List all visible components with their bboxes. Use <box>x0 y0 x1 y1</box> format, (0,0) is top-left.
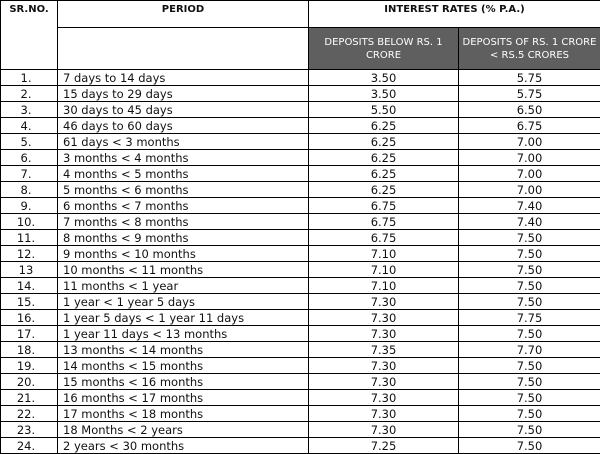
sr-cell: 15. <box>1 294 58 310</box>
period-cell: 2 years < 30 months <box>58 438 309 454</box>
rate-1cr-5cr-cell: 7.00 <box>459 150 600 166</box>
table-row <box>1 390 600 406</box>
rate-1cr-5cr-cell: 7.50 <box>459 294 600 310</box>
rate-below-1cr-cell: 7.10 <box>309 262 459 278</box>
deposits-1cr-to-5cr-header: DEPOSITS OF RS. 1 CRORE < RS.5 CRORES <box>459 28 600 70</box>
sr-cell: 8. <box>1 182 58 198</box>
period-cell: 11 months < 1 year <box>58 278 309 294</box>
period-cell: 4 months < 5 months <box>58 166 309 182</box>
period-cell: 16 months < 17 months <box>58 390 309 406</box>
rate-1cr-5cr-cell: 7.00 <box>459 166 600 182</box>
table-row <box>1 310 600 326</box>
rate-below-1cr-cell: 6.25 <box>309 182 459 198</box>
rate-below-1cr-cell: 7.35 <box>309 342 459 358</box>
sr-cell: 17. <box>1 326 58 342</box>
period-cell: 1 year 11 days < 13 months <box>58 326 309 342</box>
rate-1cr-5cr-cell: 7.50 <box>459 262 600 278</box>
period-cell: 7 months < 8 months <box>58 214 309 230</box>
rate-1cr-5cr-cell: 5.75 <box>459 86 600 102</box>
table-row <box>1 182 600 198</box>
rate-below-1cr-cell: 3.50 <box>309 86 459 102</box>
sr-cell: 1. <box>1 70 58 86</box>
rate-1cr-5cr-cell: 7.70 <box>459 342 600 358</box>
table-row <box>1 102 600 118</box>
period-cell: 17 months < 18 months <box>58 406 309 422</box>
rate-below-1cr-cell: 7.30 <box>309 406 459 422</box>
sr-cell: 19. <box>1 358 58 374</box>
sr-cell: 5. <box>1 134 58 150</box>
table-row <box>1 342 600 358</box>
rate-1cr-5cr-cell: 7.50 <box>459 406 600 422</box>
rate-1cr-5cr-cell: 7.75 <box>459 310 600 326</box>
table-row <box>1 294 600 310</box>
period-cell: 8 months < 9 months <box>58 230 309 246</box>
period-cell: 1 year < 1 year 5 days <box>58 294 309 310</box>
table-row <box>1 166 600 182</box>
sr-cell: 4. <box>1 118 58 134</box>
period-cell: 10 months < 11 months <box>58 262 309 278</box>
table-row <box>1 358 600 374</box>
period-cell: 13 months < 14 months <box>58 342 309 358</box>
sr-no-header: SR.NO. <box>1 1 58 70</box>
rate-1cr-5cr-cell: 7.50 <box>459 358 600 374</box>
table-body <box>1 70 600 454</box>
rate-below-1cr-cell: 6.25 <box>309 150 459 166</box>
period-cell: 7 days to 14 days <box>58 70 309 86</box>
table-row <box>1 262 600 278</box>
rate-1cr-5cr-cell: 7.50 <box>459 326 600 342</box>
rate-below-1cr-cell: 7.10 <box>309 278 459 294</box>
table-row <box>1 70 600 86</box>
sr-cell: 3. <box>1 102 58 118</box>
table-row <box>1 86 600 102</box>
period-cell: 6 months < 7 months <box>58 198 309 214</box>
sr-cell: 22. <box>1 406 58 422</box>
sr-cell: 9. <box>1 198 58 214</box>
table-row <box>1 278 600 294</box>
period-cell: 61 days < 3 months <box>58 134 309 150</box>
period-cell: 30 days to 45 days <box>58 102 309 118</box>
table-row <box>1 406 600 422</box>
table-row <box>1 374 600 390</box>
rate-1cr-5cr-cell: 7.40 <box>459 214 600 230</box>
period-cell: 18 Months < 2 years <box>58 422 309 438</box>
sr-cell: 7. <box>1 166 58 182</box>
interest-rates-header: INTEREST RATES (% P.A.) <box>309 1 600 28</box>
rate-below-1cr-cell: 7.30 <box>309 422 459 438</box>
rate-below-1cr-cell: 6.75 <box>309 230 459 246</box>
rate-below-1cr-cell: 7.30 <box>309 326 459 342</box>
period-cell: 46 days to 60 days <box>58 118 309 134</box>
rate-below-1cr-cell: 5.50 <box>309 102 459 118</box>
sr-cell: 16. <box>1 310 58 326</box>
table-row <box>1 198 600 214</box>
period-subheader-blank <box>58 28 309 70</box>
rate-1cr-5cr-cell: 7.00 <box>459 134 600 150</box>
rate-below-1cr-cell: 7.30 <box>309 294 459 310</box>
sr-cell: 12. <box>1 246 58 262</box>
table-row <box>1 118 600 134</box>
rate-below-1cr-cell: 6.25 <box>309 166 459 182</box>
sr-cell: 10. <box>1 214 58 230</box>
rate-1cr-5cr-cell: 7.50 <box>459 278 600 294</box>
rate-1cr-5cr-cell: 7.50 <box>459 230 600 246</box>
period-cell: 15 months < 16 months <box>58 374 309 390</box>
period-cell: 15 days to 29 days <box>58 86 309 102</box>
rate-1cr-5cr-cell: 6.50 <box>459 102 600 118</box>
sr-cell: 18. <box>1 342 58 358</box>
subheader-row <box>1 28 600 70</box>
sr-cell: 2. <box>1 86 58 102</box>
rate-1cr-5cr-cell: 7.50 <box>459 422 600 438</box>
rate-below-1cr-cell: 6.25 <box>309 118 459 134</box>
rate-below-1cr-cell: 7.10 <box>309 246 459 262</box>
period-cell: 9 months < 10 months <box>58 246 309 262</box>
rate-1cr-5cr-cell: 5.75 <box>459 70 600 86</box>
table-row <box>1 438 600 454</box>
period-cell: 14 months < 15 months <box>58 358 309 374</box>
table-row <box>1 150 600 166</box>
rate-below-1cr-cell: 7.25 <box>309 438 459 454</box>
rate-below-1cr-cell: 3.50 <box>309 70 459 86</box>
rate-1cr-5cr-cell: 7.50 <box>459 246 600 262</box>
table-row <box>1 422 600 438</box>
sr-cell: 21. <box>1 390 58 406</box>
rate-1cr-5cr-cell: 7.50 <box>459 438 600 454</box>
period-cell: 5 months < 6 months <box>58 182 309 198</box>
rate-below-1cr-cell: 7.30 <box>309 390 459 406</box>
table-row <box>1 134 600 150</box>
sr-cell: 23. <box>1 422 58 438</box>
rate-below-1cr-cell: 7.30 <box>309 358 459 374</box>
table-row <box>1 326 600 342</box>
rate-1cr-5cr-cell: 7.50 <box>459 390 600 406</box>
sr-cell: 11. <box>1 230 58 246</box>
table-row <box>1 230 600 246</box>
period-cell: 3 months < 4 months <box>58 150 309 166</box>
sr-cell: 6. <box>1 150 58 166</box>
sr-cell: 24. <box>1 438 58 454</box>
sr-cell: 14. <box>1 278 58 294</box>
period-header: PERIOD <box>58 1 309 28</box>
rate-below-1cr-cell: 6.75 <box>309 214 459 230</box>
rate-below-1cr-cell: 6.25 <box>309 134 459 150</box>
table-row <box>1 214 600 230</box>
rate-below-1cr-cell: 7.30 <box>309 310 459 326</box>
rate-below-1cr-cell: 6.75 <box>309 198 459 214</box>
sr-cell: 13 <box>1 262 58 278</box>
sr-cell: 20. <box>1 374 58 390</box>
period-cell: 1 year 5 days < 1 year 11 days <box>58 310 309 326</box>
rate-1cr-5cr-cell: 7.40 <box>459 198 600 214</box>
rate-below-1cr-cell: 7.30 <box>309 374 459 390</box>
rate-1cr-5cr-cell: 6.75 <box>459 118 600 134</box>
header-row <box>1 1 600 28</box>
rate-1cr-5cr-cell: 7.50 <box>459 374 600 390</box>
table-row <box>1 246 600 262</box>
rate-1cr-5cr-cell: 7.00 <box>459 182 600 198</box>
deposits-below-1cr-header: DEPOSITS BELOW RS. 1 CRORE <box>309 28 459 70</box>
